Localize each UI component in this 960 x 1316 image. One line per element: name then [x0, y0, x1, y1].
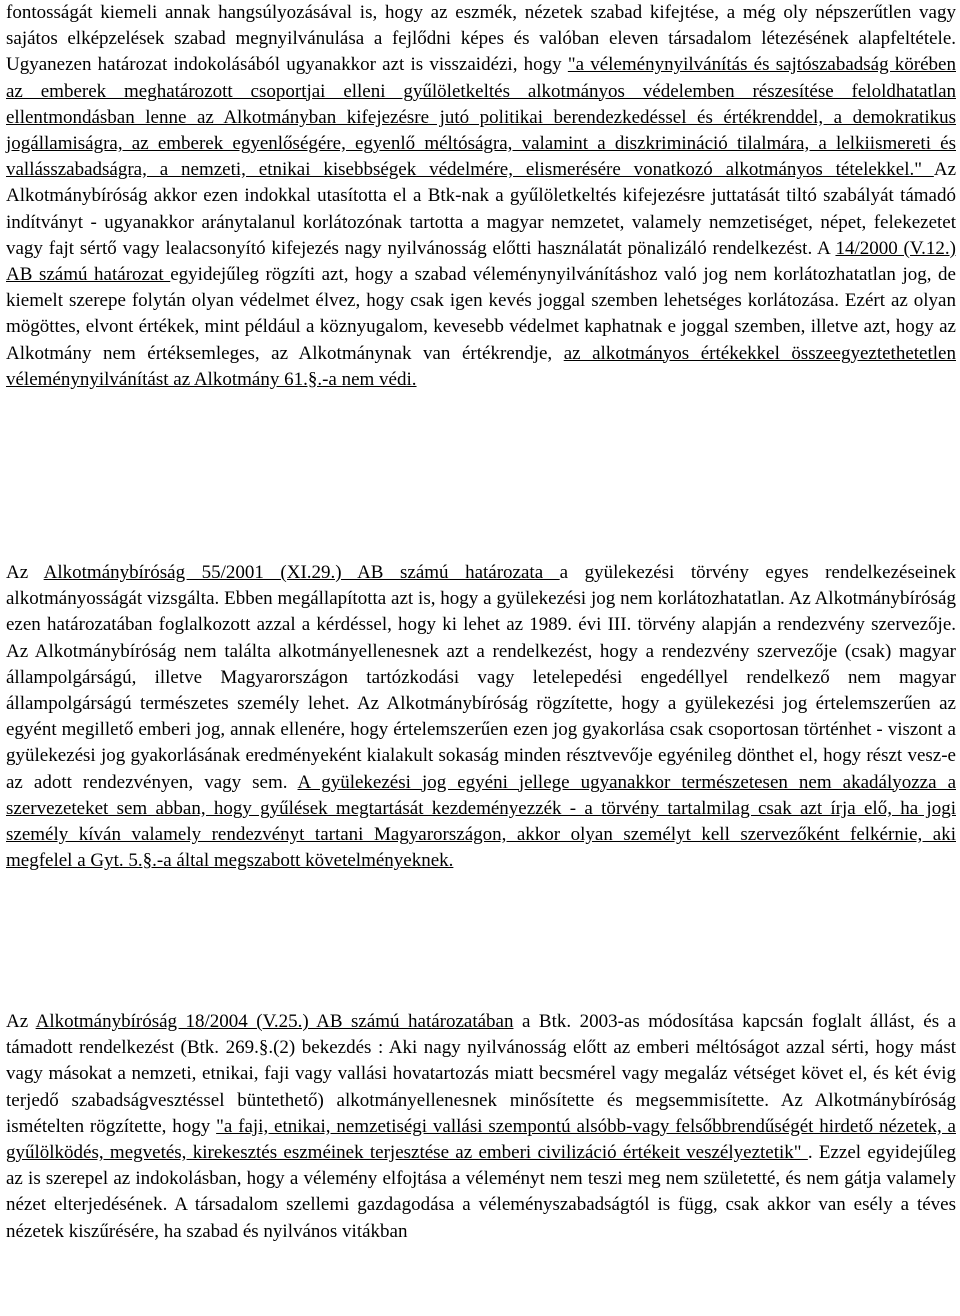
text-segment: Az	[6, 1011, 36, 1032]
text-segment: a Btk. 2003-as módosítása kapcsán foglalt állást, és a támadott rendelkezést (Btk. 269.§.(2) bekezdés : Aki nagy nyilvánosság előtt az emberi méltóságot azzal sérti, hogy mást vagy másokat a nemzeti, etnikai, faji vagy vallási hovatartozás miatt becsmérel vagy megaláz vétséget követ el, és két évig terjedő szabadságvesztéssel büntethető) alkotmányellenesnek minősítette és megsemmisítette. Az Alkotmánybíróság ismételten rögzítette, hogy	[6, 1011, 956, 1137]
decision-reference-link[interactable]: Alkotmánybíróság 55/2001 (XI.29.) AB számú határozata	[43, 562, 560, 583]
text-segment: Az	[6, 562, 44, 583]
text-segment: . Ezzel egyidejűleg az is szerepel az indokolásban, hogy a vélemény elfojtása a véleményt nem teszi meg nem születetté, és nem gátja valamely nézet elterjedésének. A társadalom szellemi gazdagodása a véleményszabadságtól is függ, csak akkor van esély a téves nézetek kiszűrésére, ha szabad és nyilvános vitákban	[6, 1142, 956, 1242]
underlined-quote: "a faji, etnikai, nemzetiségi vallási szempontú alsóbb-vagy felsőbbrendűségét hirdető nézetek, a gyűlölködés, megvetés, kirekesztés eszméinek terjesztése az emberi civilizáció értékeit veszélyeztetik"	[6, 1115, 956, 1164]
paragraph-2	[6, 560, 956, 874]
text-segment: Az Alkotmánybíróság akkor ezen indokkal utasította el a Btk-nak a gyűlöletkeltés kifejezésre juttatását tiltó szabályát támadó indítványt - ugyanakkor aránytalanul korlátozónak tartotta a magyar nemzetet, valamely nemzetiséget, népet, felekezetet vagy fajt sértő vagy lealacsonyító kifejezés nagy nyilvánosság előtti használatát pönalizáló rendelkezést. A	[6, 159, 956, 259]
decision-reference-link[interactable]: Alkotmánybíróság 18/2004 (V.25.) AB számú határozatában	[35, 1011, 514, 1032]
paragraph-1	[6, 0, 956, 393]
underlined-statement: az alkotmányos értékekkel összeegyeztethetetlen véleménynyilvánítást az Alkotmány 61.§.-a nem védi.	[6, 342, 956, 390]
underlined-quote: "a véleménynyilvánítás és sajtószabadság körében az emberek meghatározott csoportjai elleni gyűlöletkeltés alkotmányos védelemben részesítése feloldhatatlan ellentmondásban lenne az Alkotmányban kifejezésre jutó politikai berendezkedéssel és értékrenddel, a demokratikus jogállamiságra, az emberek egyenlőségére, egyenlő méltóságra, valamint a diszkrimináció tilalmára, a lelkiismereti és vallásszabadságra, a nemzeti, etnikai kisebbségek védelmére, elismerésére vonatkozó alkotmányos tételekkel."	[6, 54, 956, 181]
text-segment: a gyülekezési törvény egyes rendelkezéseinek alkotmányosságát vizsgálta. Ebben megállapította azt is, hogy a gyülekezési jog nem korlátozhatatlan. Az Alkotmánybíróság ezen határozatában foglalkozott azzal a kérdéssel, hogy ki lehet az 1989. évi III. törvény alapján a rendezvény szervezője. Az Alkotmánybíróság nem találta alkotmányellenesnek azt a rendelkezést, hogy a rendezvény szervezője (csak) magyar állampolgárságú, illetve Magyarországon tartózkodási vagy letelepedési engedéllyel rendelkező nem magyar állampolgárságú természetes személy lehet. Az Alkotmánybíróság rögzítette, hogy a gyülekezési jog értelemszerűen az egyént megillető emberi jog, annak ellenére, hogy értelemszerűen ezen jog gyakorlása csak csoportosan történhet - viszont a gyülekezési jog gyakorlásának eredményeként kialakult sokaság minden résztvevője egyénileg dönthet el, hogy részt vesz-e az adott rendezvényen, vagy sem.	[6, 562, 956, 793]
paragraph-3	[6, 1009, 956, 1245]
underlined-statement: A gyülekezési jog egyéni jellege ugyanakkor természetesen nem akadályozza a szervezeteket sem abban, hogy gyűlések megtartását kezdeményezzék - a törvény tartalmilag csak azt írja elő, ha jogi személy kíván valamely rendezvényt tartani Magyarországon, akkor olyan személyt kell szervezőként felkérnie, aki megfelel a Gyt. 5.§.-a által megszabott követelményeknek.	[6, 771, 956, 872]
text-segment: fontosságát kiemeli annak hangsúlyozásával is, hogy az eszmék, nézetek szabad kifejtése, a még oly népszerűtlen vagy sajátos elképzelések szabad megnyilvánulása a fejlődni képes és valóban eleven társadalom létezésének alapfeltétele. Ugyanezen határozat indokolásából ugyanakkor azt is visszaidézi, hogy	[6, 2, 956, 76]
text-segment: egyidejűleg rögzíti azt, hogy a szabad véleménynyilvánításhoz való jog nem korlátozhatatlan jog, de kiemelt szerepe folytán olyan védelmet élvez, hogy csak igen kevés joggal szemben lehetséges korlátozása. Ezért az olyan mögöttes, elvont értékek, mint például a köznyugalom, kevesebb védelmet kaphatnak e joggal szemben, illetve azt, hogy az Alkotmány nem értéksemleges, az Alkotmánynak van értékrendje,	[6, 264, 956, 364]
decision-reference-link[interactable]: 14/2000 (V.12.) AB számú határozat	[6, 237, 956, 286]
